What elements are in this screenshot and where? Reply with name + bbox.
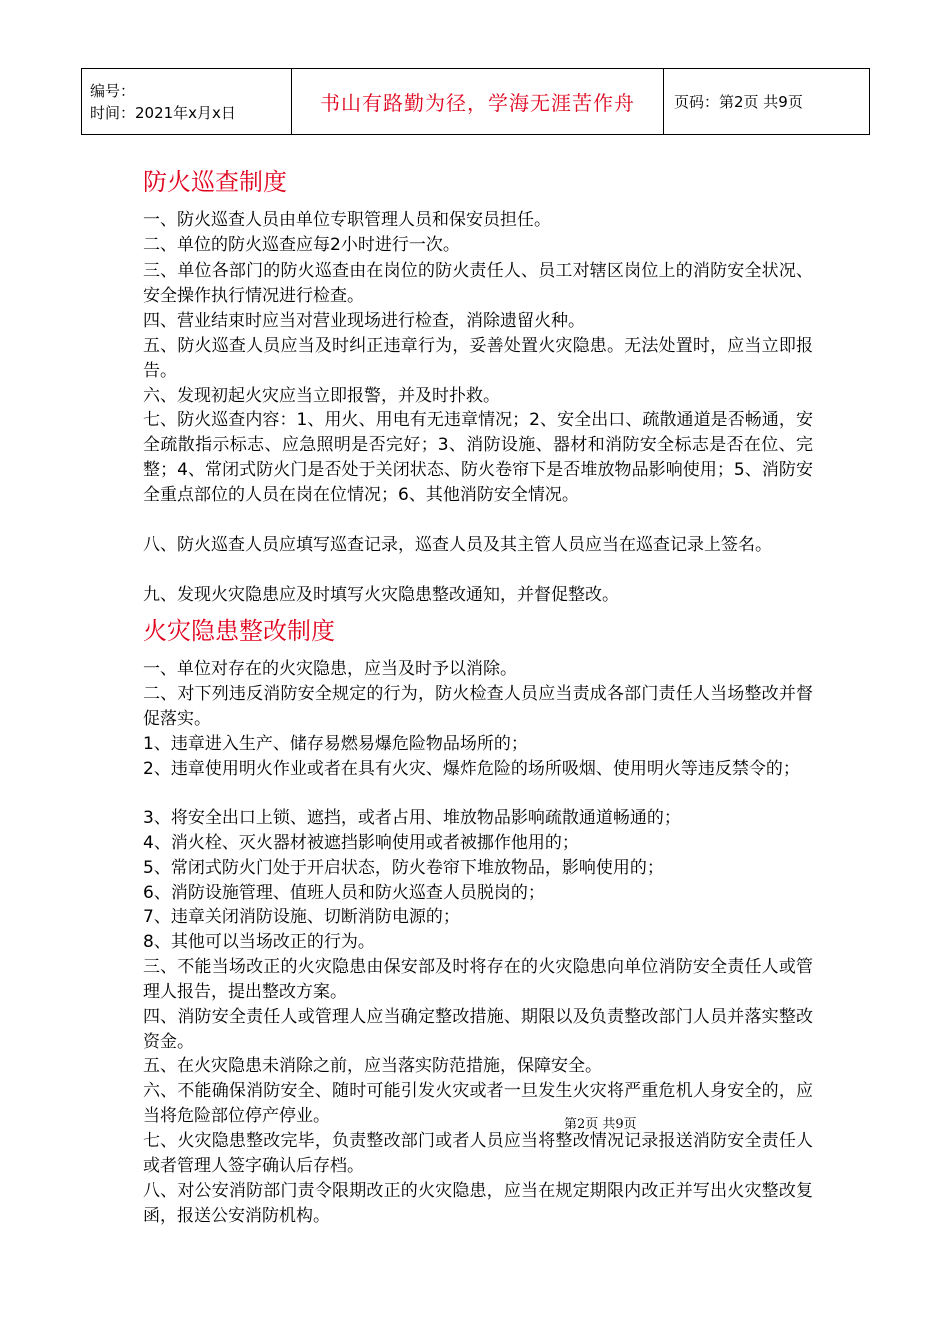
hazard-subitem-8: 8、其他可以当场改正的行为。 (143, 932, 375, 952)
fire-patrol-item-1: 一、防火巡查人员由单位专职管理人员和保安员担任。 (143, 210, 551, 230)
fire-patrol-item-5: 五、防火巡查人员应当及时纠正违章行为，妥善处置火灾隐患。无法处置时，应当立即报告。 (143, 336, 813, 381)
hazard-subitem-6: 6、消防设施管理、值班人员和防火巡查人员脱岗的； (143, 883, 545, 903)
hazard-item-3: 三、不能当场改正的火灾隐患由保安部及时将存在的火灾隐患向单位消防安全责任人或管理人报告，提出整改方案。 (143, 957, 813, 1002)
hazard-subitem-3: 3、将安全出口上锁、遮挡，或者占用、堆放物品影响疏散通道畅通的； (143, 808, 681, 828)
hazard-item-6: 六、不能确保消防安全、随时可能引发火灾或者一旦发生火灾将严重危机人身安全的，应当将危险部位停产停业。 (143, 1081, 813, 1126)
fire-patrol-item-9: 九、发现火灾隐患应及时填写火灾隐患整改通知，并督促整改。 (143, 585, 619, 605)
document-time: 时间：2021年x月x日 (90, 103, 236, 122)
hazard-item-5: 五、在火灾隐患未消除之前，应当落实防范措施，保障安全。 (143, 1056, 602, 1076)
fire-patrol-item-6: 六、发现初起火灾应当立即报警，并及时扑救。 (143, 386, 500, 406)
section-title-hazard-rectification: 火灾隐患整改制度 (143, 617, 335, 645)
hazard-item-2: 二、对下列违反消防安全规定的行为，防火检查人员应当责成各部门责任人当场整改并督促落实。 (143, 684, 813, 729)
header-meta-cell (82, 69, 292, 135)
fire-patrol-item-8: 八、防火巡查人员应填写巡查记录，巡查人员及其主管人员应当在巡查记录上签名。 (143, 535, 772, 555)
hazard-item-4: 四、消防安全责任人或管理人应当确定整改措施、期限以及负责整改部门人员并落实整改资金。 (143, 1007, 813, 1052)
hazard-item-1: 一、单位对存在的火灾隐患，应当及时予以消除。 (143, 659, 517, 679)
fire-patrol-item-2: 二、单位的防火巡查应每2小时进行一次。 (143, 235, 460, 255)
hazard-item-7: 七、火灾隐患整改完毕，负责整改部门或者人员应当将整改情况记录报送消防安全责任人或者管理人签字确认后存档。 (143, 1131, 813, 1176)
header-page-number: 页码：第2页 共9页 (664, 69, 870, 135)
header-table (81, 68, 870, 135)
hazard-item-8: 八、对公安消防部门责令限期改正的火灾隐患，应当在规定期限内改正并写出火灾整改复函，报送公安消防机构。 (143, 1181, 813, 1226)
document-number: 编号： (90, 81, 136, 100)
fire-patrol-item-7: 七、防火巡查内容：1、用火、用电有无违章情况；2、安全出口、疏散通道是否畅通，安全疏散指示标志、应急照明是否完好；3、消防设施、器材和消防安全标志是否在位、完整；4、常闭式防火门是否处于关闭状态、防火卷帘下是否堆放物品影响使用；5、消防安全重点部位的人员在岗在位情况；6、其他消防安全情况。 (143, 410, 813, 505)
section-title-fire-patrol: 防火巡查制度 (143, 168, 287, 196)
hazard-subitem-4: 4、消火栓、灭火器材被遮挡影响使用或者被挪作他用的； (143, 833, 579, 853)
header-motto: 书山有路勤为径，学海无涯苦作舟 (292, 69, 664, 135)
fire-patrol-item-4: 四、营业结束时应当对营业现场进行检查，消除遗留火种。 (143, 311, 585, 331)
hazard-subitem-2: 2、违章使用明火作业或者在具有火灾、爆炸危险的场所吸烟、使用明火等违反禁令的； (143, 759, 800, 779)
hazard-subitem-7: 7、违章关闭消防设施、切断消防电源的； (143, 907, 460, 927)
hazard-subitem-1: 1、违章进入生产、储存易燃易爆危险物品场所的； (143, 734, 528, 754)
hazard-subitem-5: 5、常闭式防火门处于开启状态，防火卷帘下堆放物品，影响使用的； (143, 858, 664, 878)
page-footer: 第2页 共9页 (564, 1117, 637, 1132)
fire-patrol-item-3: 三、单位各部门的防火巡查由在岗位的防火责任人、员工对辖区岗位上的消防安全状况、安全操作执行情况进行检查。 (143, 261, 813, 306)
